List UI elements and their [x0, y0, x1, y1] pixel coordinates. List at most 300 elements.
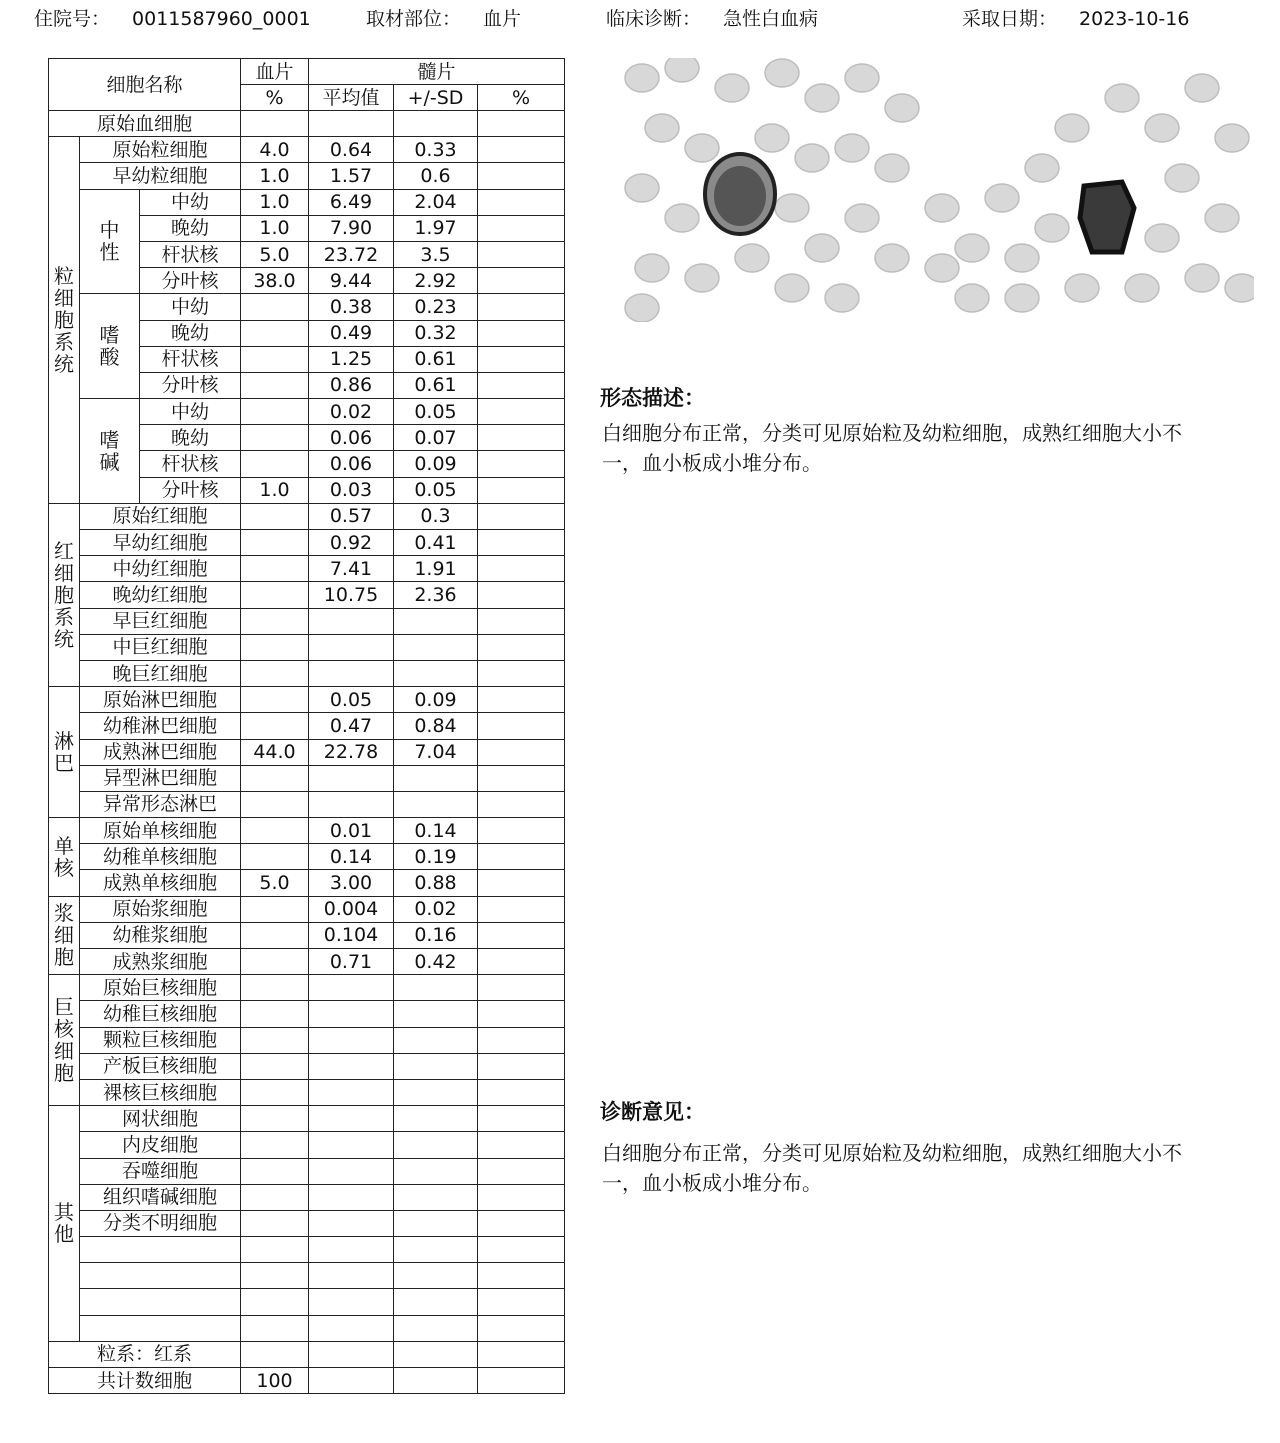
marrow-sd	[394, 1237, 478, 1263]
red-blood-cell	[1005, 284, 1039, 312]
cell-name: 原始淋巴细胞	[80, 687, 241, 713]
table-row	[49, 163, 565, 189]
marrow-sd: 0.05	[394, 399, 478, 425]
marrow-mean: 0.47	[309, 713, 394, 739]
marrow-sd: 0.09	[394, 687, 478, 713]
header-row	[49, 59, 565, 85]
marrow-mean: 10.75	[309, 582, 394, 608]
marrow-pct	[478, 241, 565, 267]
blood-pct	[241, 687, 309, 713]
group-label-text: 其他	[54, 1200, 74, 1247]
cell-name	[80, 1315, 241, 1341]
marrow-sd	[394, 975, 478, 1001]
red-blood-cell	[1025, 154, 1059, 182]
marrow-mean: 7.90	[309, 215, 394, 241]
marrow-mean: 0.01	[309, 818, 394, 844]
blood-pct	[241, 634, 309, 660]
group-label	[49, 1106, 80, 1342]
table-row	[49, 660, 565, 686]
cell-name: 成熟淋巴细胞	[80, 739, 241, 765]
marrow-sd: 0.61	[394, 372, 478, 398]
table-row	[49, 1132, 565, 1158]
red-blood-cell	[665, 58, 699, 82]
marrow-sd: 0.88	[394, 870, 478, 896]
table-row	[49, 1158, 565, 1184]
marrow-pct	[478, 1053, 565, 1079]
marrow-pct	[478, 1184, 565, 1210]
cell-name: 异常形态淋巴	[80, 791, 241, 817]
table-row	[49, 975, 565, 1001]
blood-pct	[241, 582, 309, 608]
red-blood-cell	[625, 294, 659, 322]
marrow-pct	[478, 1289, 565, 1315]
red-blood-cell	[925, 254, 959, 282]
red-blood-cell	[645, 114, 679, 142]
cell-name: 成熟单核细胞	[80, 870, 241, 896]
blood-pct	[241, 922, 309, 948]
marrow-sd	[394, 1053, 478, 1079]
marrow-sd: 0.23	[394, 294, 478, 320]
marrow-pct	[478, 503, 565, 529]
table-row	[49, 1210, 565, 1236]
blast-cell-right	[1080, 182, 1134, 252]
red-blood-cell	[985, 184, 1019, 212]
marrow-mean	[309, 1132, 394, 1158]
blood-pct	[241, 713, 309, 739]
red-blood-cell	[1185, 264, 1219, 292]
red-blood-cell	[825, 284, 859, 312]
marrow-mean: 0.71	[309, 949, 394, 975]
micrograph-svg	[622, 58, 1254, 322]
blood-pct	[241, 503, 309, 529]
blood-pct	[241, 1184, 309, 1210]
marrow-pct	[478, 870, 565, 896]
cell-name: 颗粒巨核细胞	[80, 1027, 241, 1053]
group-label-text: 单核	[54, 833, 74, 880]
marrow-pct	[478, 189, 565, 215]
marrow-pct	[478, 477, 565, 503]
marrow-mean: 0.86	[309, 372, 394, 398]
cell-name: 吞噬细胞	[80, 1158, 241, 1184]
blood-pct	[241, 451, 309, 477]
blood-pct	[241, 1106, 309, 1132]
cell-name	[80, 1289, 241, 1315]
marrow-mean: 0.92	[309, 530, 394, 556]
marrow-sd	[394, 1132, 478, 1158]
cell-name: 分叶核	[140, 268, 241, 294]
marrow-pct	[478, 556, 565, 582]
hospital-id: 住院号： 0011587960_0001	[34, 8, 311, 30]
total-label: 共计数细胞	[49, 1368, 241, 1394]
table-row	[49, 818, 565, 844]
marrow-sd: 0.07	[394, 425, 478, 451]
red-blood-cell	[665, 204, 699, 232]
marrow-sd	[394, 1289, 478, 1315]
marrow-mean	[309, 634, 394, 660]
marrow-pct	[478, 346, 565, 372]
marrow-sd	[394, 1106, 478, 1132]
marrow-pct	[478, 791, 565, 817]
blood-pct: 1.0	[241, 215, 309, 241]
subgroup-label-text: 嗜酸	[99, 323, 120, 370]
col-header-blood: 血片	[241, 59, 309, 85]
red-blood-cell	[735, 244, 769, 272]
marrow-mean	[309, 1106, 394, 1132]
group-label	[49, 503, 80, 686]
marrow-pct	[478, 818, 565, 844]
marrow-pct	[478, 1158, 565, 1184]
marrow-mean: 22.78	[309, 739, 394, 765]
marrow-sd: 0.32	[394, 320, 478, 346]
cell-name: 幼稚巨核细胞	[80, 1001, 241, 1027]
diagnosis-title: 诊断意见：	[600, 1100, 705, 1124]
red-blood-cell	[775, 194, 809, 222]
marrow-pct	[478, 765, 565, 791]
marrow-mean: 0.03	[309, 477, 394, 503]
blood-pct	[241, 949, 309, 975]
cell-name: 产板巨核细胞	[80, 1053, 241, 1079]
red-blood-cell	[775, 274, 809, 302]
marrow-pct	[478, 949, 565, 975]
cell-name: 晚幼	[140, 215, 241, 241]
marrow-pct	[478, 687, 565, 713]
group-label	[49, 818, 80, 897]
col-header-name: 细胞名称	[49, 59, 241, 111]
marrow-pct	[478, 530, 565, 556]
marrow-mean: 1.25	[309, 346, 394, 372]
table-row	[49, 870, 565, 896]
marrow-pct	[478, 975, 565, 1001]
red-blood-cell	[1125, 274, 1159, 302]
table-row	[49, 949, 565, 975]
blood-pct	[241, 1079, 309, 1105]
marrow-sd: 0.3	[394, 503, 478, 529]
red-blood-cell	[875, 244, 909, 272]
ratio-cell	[478, 1341, 565, 1367]
red-blood-cell	[1145, 114, 1179, 142]
marrow-sd	[394, 1001, 478, 1027]
red-blood-cell	[925, 194, 959, 222]
marrow-pct	[478, 1001, 565, 1027]
cell-name: 中幼红细胞	[80, 556, 241, 582]
marrow-mean: 1.57	[309, 163, 394, 189]
cell-name: 分类不明细胞	[80, 1210, 241, 1236]
col-header-pct2: %	[478, 85, 565, 111]
blood-pct	[241, 346, 309, 372]
cell-name: 中巨红细胞	[80, 634, 241, 660]
table-row	[49, 791, 565, 817]
marrow-pct	[478, 739, 565, 765]
red-blood-cell	[625, 174, 659, 202]
total-value: 100	[241, 1368, 309, 1394]
marrow-sd: 0.33	[394, 137, 478, 163]
table-row	[49, 137, 565, 163]
col-header-marrow: 髓片	[309, 59, 565, 85]
marrow-mean: 0.57	[309, 503, 394, 529]
marrow-mean	[309, 660, 394, 686]
marrow-pct	[478, 713, 565, 739]
sample-site: 取材部位： 血片	[366, 8, 522, 30]
red-blood-cell	[885, 94, 919, 122]
red-blood-cell	[1065, 274, 1099, 302]
marrow-sd: 0.61	[394, 346, 478, 372]
marrow-sd: 0.14	[394, 818, 478, 844]
marrow-sd	[394, 1263, 478, 1289]
table-row	[49, 739, 565, 765]
marrow-sd: 3.5	[394, 241, 478, 267]
marrow-pct	[478, 1132, 565, 1158]
marrow-mean: 0.49	[309, 320, 394, 346]
subgroup-label	[80, 399, 140, 504]
blood-pct	[241, 294, 309, 320]
table-row	[49, 844, 565, 870]
red-blood-cell	[845, 64, 879, 92]
cell-name: 中幼	[140, 399, 241, 425]
marrow-pct	[478, 111, 565, 137]
red-blood-cell	[805, 234, 839, 262]
marrow-sd: 0.84	[394, 713, 478, 739]
morphology-title: 形态描述：	[600, 386, 705, 410]
marrow-pct	[478, 399, 565, 425]
marrow-sd: 0.41	[394, 530, 478, 556]
group-label-text: 巨核细胞	[54, 995, 74, 1086]
marrow-mean	[309, 608, 394, 634]
marrow-sd	[394, 660, 478, 686]
table-row	[49, 399, 565, 425]
marrow-mean	[309, 1263, 394, 1289]
cell-name: 裸核巨核细胞	[80, 1079, 241, 1105]
marrow-pct	[478, 608, 565, 634]
marrow-sd: 2.04	[394, 189, 478, 215]
sample-date: 采取日期： 2023-10-16	[962, 8, 1190, 30]
clinical-diagnosis: 临床诊断： 急性白血病	[606, 8, 819, 30]
marrow-sd: 0.19	[394, 844, 478, 870]
marrow-pct	[478, 1237, 565, 1263]
marrow-pct	[478, 1027, 565, 1053]
marrow-mean	[309, 1237, 394, 1263]
cell-name: 原始浆细胞	[80, 896, 241, 922]
table-row	[49, 1289, 565, 1315]
marrow-mean: 0.38	[309, 294, 394, 320]
marrow-mean: 6.49	[309, 189, 394, 215]
group-label	[49, 137, 80, 504]
cell-name: 分叶核	[140, 372, 241, 398]
cell-name: 杆状核	[140, 346, 241, 372]
group-label	[49, 896, 80, 975]
blood-pct	[241, 1210, 309, 1236]
cell-name: 早巨红细胞	[80, 608, 241, 634]
marrow-mean: 0.06	[309, 425, 394, 451]
subgroup-label-text: 嗜碱	[99, 427, 120, 474]
cell-name: 晚幼红细胞	[80, 582, 241, 608]
subgroup-label	[80, 294, 140, 399]
marrow-sd: 0.09	[394, 451, 478, 477]
table-row	[49, 1106, 565, 1132]
marrow-pct	[478, 451, 565, 477]
red-blood-cell	[1185, 74, 1219, 102]
blood-pct: 44.0	[241, 739, 309, 765]
table-row	[49, 896, 565, 922]
marrow-pct	[478, 163, 565, 189]
table-row	[49, 1001, 565, 1027]
marrow-pct	[478, 896, 565, 922]
blast-cell-left	[705, 154, 775, 234]
marrow-sd: 0.16	[394, 922, 478, 948]
cell-name: 分叶核	[140, 477, 241, 503]
cell-name: 原始血细胞	[49, 111, 241, 137]
marrow-pct	[478, 320, 565, 346]
marrow-pct	[478, 1263, 565, 1289]
marrow-sd	[394, 1027, 478, 1053]
red-blood-cell	[1005, 244, 1039, 272]
marrow-pct	[478, 372, 565, 398]
cell-name: 早幼红细胞	[80, 530, 241, 556]
blood-pct	[241, 1158, 309, 1184]
red-blood-cell	[1145, 224, 1179, 252]
marrow-mean	[309, 791, 394, 817]
group-label-text: 红细胞系统	[54, 538, 74, 651]
marrow-mean	[309, 765, 394, 791]
table-row	[49, 765, 565, 791]
diagnosis-text: 白细胞分布正常，分类可见原始粒及幼粒细胞，成熟红细胞大小不一，血小板成小堆分布。	[602, 1141, 1182, 1195]
marrow-mean: 0.004	[309, 896, 394, 922]
marrow-mean: 0.06	[309, 451, 394, 477]
cell-name	[80, 1263, 241, 1289]
marrow-sd	[394, 1210, 478, 1236]
cell-name: 成熟浆细胞	[80, 949, 241, 975]
marrow-sd	[394, 791, 478, 817]
marrow-mean	[309, 111, 394, 137]
cell-name: 异型淋巴细胞	[80, 765, 241, 791]
morphology-text: 白细胞分布正常，分类可见原始粒及幼粒细胞，成熟红细胞大小不一，血小板成小堆分布。	[602, 421, 1182, 475]
marrow-sd: 2.92	[394, 268, 478, 294]
blood-pct	[241, 896, 309, 922]
marrow-pct	[478, 660, 565, 686]
blood-pct	[241, 1289, 309, 1315]
marrow-sd	[394, 1315, 478, 1341]
red-blood-cell	[1105, 84, 1139, 112]
cell-name: 原始巨核细胞	[80, 975, 241, 1001]
marrow-mean	[309, 1315, 394, 1341]
cell-name: 组织嗜碱细胞	[80, 1184, 241, 1210]
blood-pct	[241, 399, 309, 425]
marrow-pct	[478, 582, 565, 608]
marrow-mean: 9.44	[309, 268, 394, 294]
col-header-pct: %	[241, 85, 309, 111]
total-row	[49, 1368, 565, 1394]
blood-pct	[241, 1132, 309, 1158]
marrow-sd	[394, 1184, 478, 1210]
marrow-pct	[478, 1315, 565, 1341]
cell-name: 中幼	[140, 294, 241, 320]
cell-name: 网状细胞	[80, 1106, 241, 1132]
marrow-mean: 7.41	[309, 556, 394, 582]
marrow-mean: 23.72	[309, 241, 394, 267]
marrow-mean	[309, 1053, 394, 1079]
red-blood-cell	[1205, 204, 1239, 232]
blood-pct: 1.0	[241, 189, 309, 215]
cell-name: 幼稚浆细胞	[80, 922, 241, 948]
marrow-sd	[394, 634, 478, 660]
table-row	[49, 1263, 565, 1289]
marrow-sd: 0.42	[394, 949, 478, 975]
table-row	[49, 1053, 565, 1079]
marrow-pct	[478, 1079, 565, 1105]
blood-pct	[241, 1027, 309, 1053]
blood-pct	[241, 660, 309, 686]
blood-pct	[241, 975, 309, 1001]
marrow-pct	[478, 425, 565, 451]
cell-name	[80, 1237, 241, 1263]
marrow-sd	[394, 1079, 478, 1105]
blood-pct: 4.0	[241, 137, 309, 163]
blood-pct	[241, 1001, 309, 1027]
cell-name: 杆状核	[140, 451, 241, 477]
table-row	[49, 503, 565, 529]
blood-pct	[241, 1315, 309, 1341]
blood-pct	[241, 556, 309, 582]
cell-name: 杆状核	[140, 241, 241, 267]
cell-count-table	[48, 58, 565, 1394]
marrow-pct	[478, 634, 565, 660]
blood-pct	[241, 530, 309, 556]
table-row	[49, 111, 565, 137]
marrow-mean: 3.00	[309, 870, 394, 896]
red-blood-cell	[685, 264, 719, 292]
total-cell	[394, 1368, 478, 1394]
blood-pct: 38.0	[241, 268, 309, 294]
group-label-text: 粒细胞系统	[54, 264, 74, 376]
red-blood-cell	[805, 84, 839, 112]
marrow-mean: 0.104	[309, 922, 394, 948]
micrograph-image	[622, 58, 1254, 322]
blood-pct: 5.0	[241, 870, 309, 896]
marrow-sd: 0.05	[394, 477, 478, 503]
marrow-mean	[309, 1210, 394, 1236]
red-blood-cell	[765, 59, 799, 87]
cell-name: 中幼	[140, 189, 241, 215]
blood-pct	[241, 1263, 309, 1289]
cell-name: 晚幼	[140, 320, 241, 346]
total-cell	[309, 1368, 394, 1394]
group-label	[49, 975, 80, 1106]
group-label	[49, 687, 80, 818]
marrow-pct	[478, 844, 565, 870]
cell-name: 原始单核细胞	[80, 818, 241, 844]
marrow-mean	[309, 1027, 394, 1053]
table-row	[49, 634, 565, 660]
marrow-mean	[309, 1184, 394, 1210]
blood-pct	[241, 111, 309, 137]
red-blood-cell	[755, 124, 789, 152]
table-row	[49, 608, 565, 634]
table-row	[49, 189, 565, 215]
table-row	[49, 1027, 565, 1053]
ratio-cell	[241, 1341, 309, 1367]
marrow-sd: 0.02	[394, 896, 478, 922]
marrow-mean: 0.05	[309, 687, 394, 713]
red-blood-cell	[715, 74, 749, 102]
ratio-cell	[309, 1341, 394, 1367]
red-blood-cell	[1165, 164, 1199, 192]
marrow-sd	[394, 1158, 478, 1184]
ratio-cell	[394, 1341, 478, 1367]
marrow-sd: 2.36	[394, 582, 478, 608]
blood-pct: 1.0	[241, 163, 309, 189]
table-row	[49, 294, 565, 320]
red-blood-cell	[635, 254, 669, 282]
table-row	[49, 1184, 565, 1210]
